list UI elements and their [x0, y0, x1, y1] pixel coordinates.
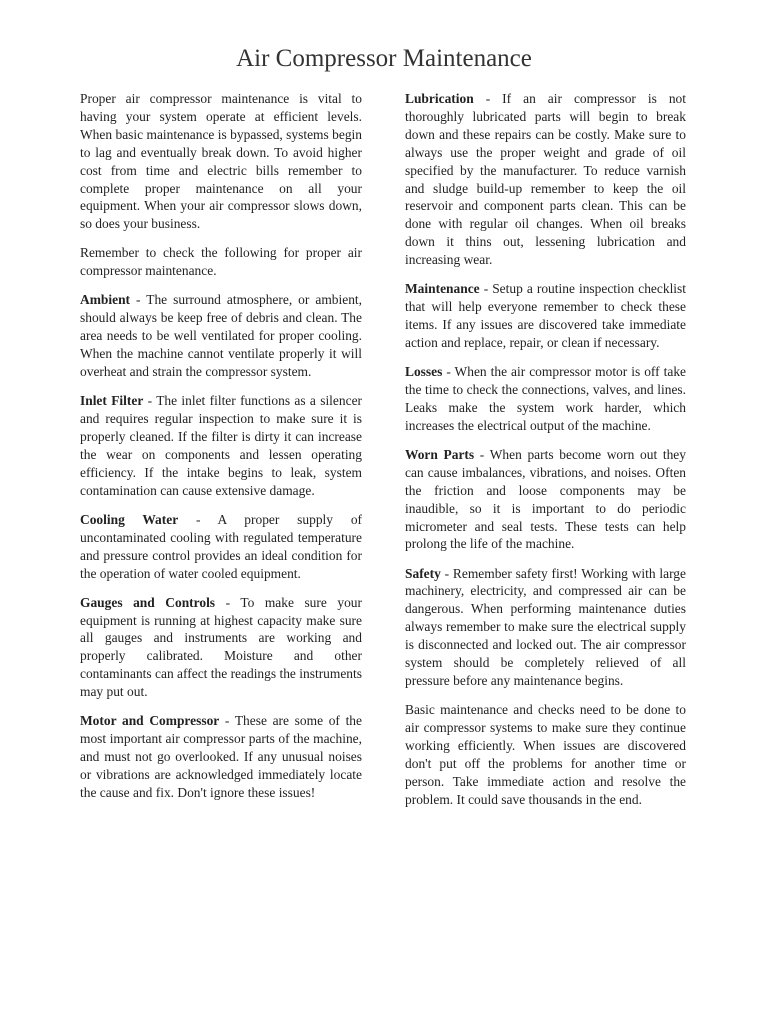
worn-parts-paragraph — [405, 446, 686, 553]
lubrication-paragraph — [405, 90, 686, 269]
losses-text: - When the air compressor motor is off take the time to check the connections, valves, and lines. Leaks make the system work harder, which increases the electrical output of the machine. — [405, 364, 686, 433]
gauges-controls-term: Gauges and Controls — [80, 594, 216, 610]
gauges-controls-text: - To make sure your equipment is running at highest capacity make sure all gauges and instruments are working and properly calibrated. Moisture and other contaminants can affect the readings the instruments may put out. — [80, 594, 362, 700]
motor-compressor-term: Motor and Compressor — [80, 713, 220, 729]
gauges-controls-paragraph — [80, 594, 362, 701]
intro-paragraph: Proper air compressor maintenance is vital to having your system operate at efficient levels. When basic maintenance is bypassed, systems begin to lag and eventually break down. To avoid higher cost from time and electric bills remember to complete proper maintenance on all your equipment. When your air compressor slows down, so does your business. — [80, 91, 362, 232]
safety-paragraph — [405, 565, 686, 690]
left-column — [80, 90, 362, 813]
cooling-water-term: Cooling Water — [80, 511, 179, 527]
inlet-filter-term: Inlet Filter — [80, 393, 144, 409]
losses-term: Losses — [405, 364, 443, 380]
losses-paragraph — [405, 363, 686, 435]
ambient-term: Ambient — [80, 292, 131, 308]
maintenance-text: - Setup a routine inspection checklist that will help everyone remember to check these items. If any issues are discovered take immediate action and replace, repair, or clean if necessary. — [405, 281, 686, 350]
page-title: Air Compressor Maintenance — [236, 45, 532, 72]
worn-parts-text: - When parts become worn out they can cause imbalances, vibrations, and noises. Often the friction and loose components may be inaudible, so it is important to do periodic micrometer and seal tests. These tests can help prolong the life of the machine. — [405, 446, 686, 552]
inlet-filter-text: - The inlet filter functions as a silencer and requires regular inspection to make sure it is properly cleaned. If the filter is dirty it can increase the wear on components and lessen operating efficiency. If the intake begins to leak, system contamination can cause extensive damage. — [80, 393, 363, 498]
motor-compressor-text: - These are some of the most important air compressor parts of the machine, and must not go overlooked. If any unusual noises or vibrations are acknowledged immediately locate the cause and fix. Don't ignore these issues! — [80, 713, 362, 800]
worn-parts-term: Worn Parts — [405, 446, 475, 462]
maintenance-term: Maintenance — [405, 281, 480, 297]
cooling-water-text: - A proper supply of uncontaminated cooling with regulated temperature and pressure control provides an ideal condition for the operation of water cooled equipment. — [80, 511, 363, 581]
safety-text: - Remember safety first! Working with large machinery, electricity, and compressed air can be dangerous. When performing maintenance duties always remember to make sure the electrical supply is disconnected and locked out. The air compressor system should be completely relieved of all pressure before any maintenance begins. — [405, 565, 686, 688]
cooling-water-paragraph — [80, 511, 362, 583]
ambient-paragraph — [80, 291, 362, 381]
inlet-filter-paragraph — [80, 392, 362, 499]
lubrication-term: Lubrication — [405, 91, 474, 106]
ambient-text: - The surround atmosphere, or ambient, should always be keep free of debris and clean. The area needs to be well ventilated for proper cooling. When the machine cannot ventilate properly it will overheat and strain the compressor system. — [80, 292, 362, 380]
safety-term: Safety — [405, 565, 441, 581]
maintenance-paragraph — [405, 280, 686, 352]
motor-compressor-paragraph — [80, 712, 362, 802]
closing-paragraph: Basic maintenance and checks need to be done to air compressor systems to make sure they continue working efficiently. When issues are discovered don't put off the problems for another time or person. Take immediate action and resolve the problem. It could save thousands in the end. — [405, 702, 686, 807]
checklist-intro-paragraph: Remember to check the following for proper air compressor maintenance. — [80, 245, 362, 279]
right-column — [405, 90, 686, 820]
lubrication-text: - If an air compressor is not thoroughly lubricated parts will begin to break down and these repairs can be costly. Make sure to always use the proper weight and grade of oil specified by the manufacturer. To reduce varnish and sludge build-up remember to keep the oil reservoir and component parts clean. This can be done with regular oil changes. When oil breaks down it thins out, lessening lubrication and increasing wear. — [405, 91, 686, 268]
